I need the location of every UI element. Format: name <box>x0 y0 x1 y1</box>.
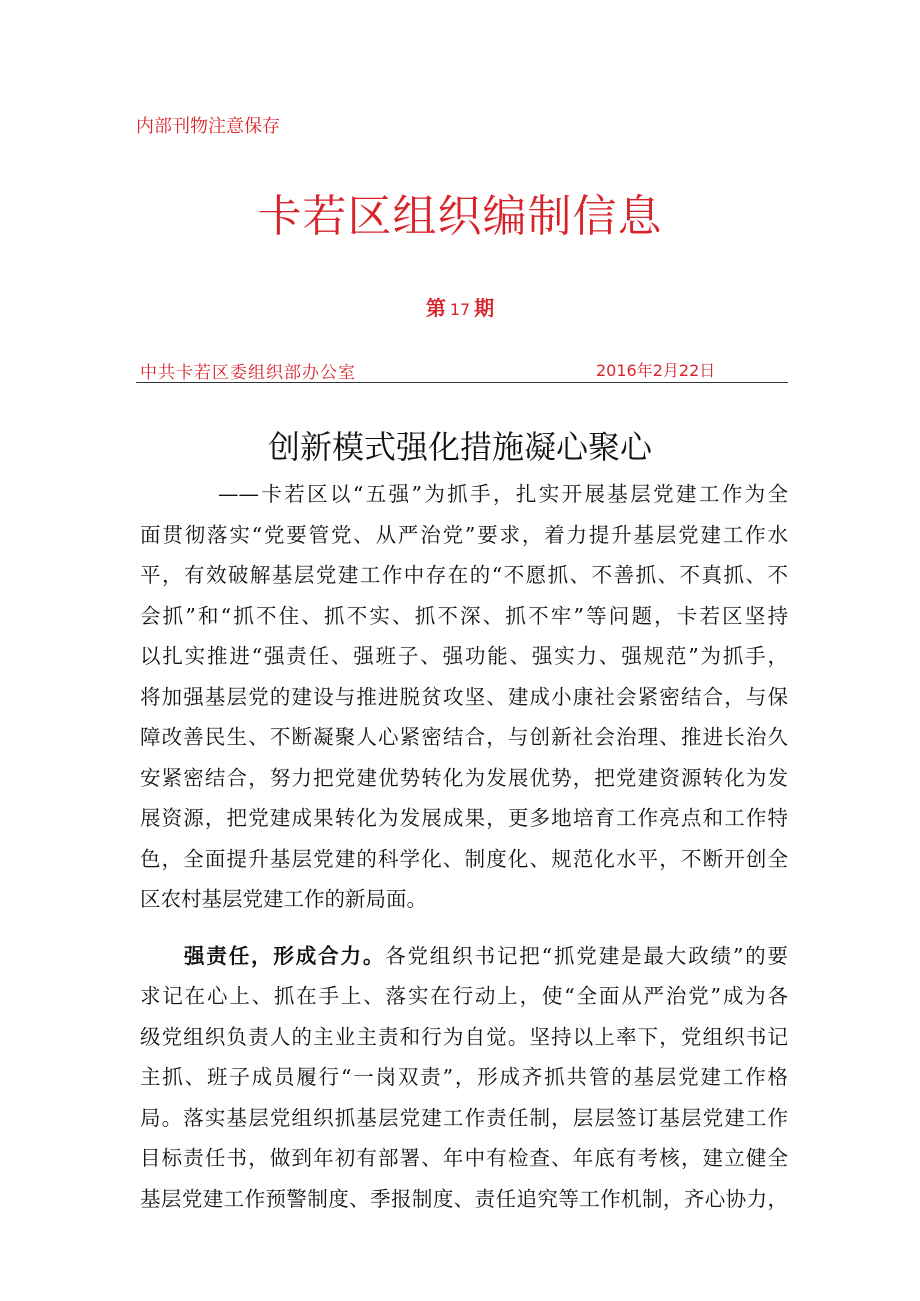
intro-line: 障改善民生、不断凝聚人心紧密结合，与创新社会治理、推进长治久 <box>140 725 788 749</box>
section1-line: 求记在心上、抓在手上、落实在行动上，使“全面从严治党”成为各 <box>140 984 788 1008</box>
section1-line: 目标责任书，做到年初有部署、年中有检查、年底有考核，建立健全 <box>140 1146 788 1170</box>
issue-suffix: 期 <box>474 296 495 320</box>
section1-heading: 强责任，形成合力。 <box>184 943 386 968</box>
intro-line: 平，有效破解基层党建工作中存在的“不愿抓、不善抓、不真抓、不 <box>140 563 788 587</box>
intro-line: 以扎实推进“强责任、强班子、强功能、强实力、强规范”为抓手， <box>140 644 788 668</box>
section1-line: 基层党建工作预警制度、季报制度、责任追究等工作机制，齐心协力， <box>140 1186 788 1211</box>
publisher-organization: 中共卡若区委组织部办公室 <box>140 363 356 383</box>
section1-line: 主抓、班子成员履行“一岗双责”，形成齐抓共管的基层党建工作格 <box>140 1065 788 1089</box>
article-body <box>140 474 788 1219</box>
publisher-date-row <box>136 358 788 383</box>
issue-number: 17 <box>449 300 471 319</box>
intro-line: 色，全面提升基层党建的科学化、制度化、规范化水平，不断开创全 <box>140 846 788 871</box>
section1-first-line <box>140 936 788 977</box>
section1-first-line-text: 各党组织书记把“抓党建是最大政绩”的要 <box>385 943 789 968</box>
issue-prefix: 第 <box>425 296 446 320</box>
intro-line: ——卡若区以“五强”为抓手，扎实开展基层党建工作为全 <box>218 482 788 506</box>
intro-line: 将加强基层党的建设与推进脱贫攻坚、建成小康社会紧密结合，与保 <box>140 684 788 709</box>
intro-line: 会抓”和“抓不住、抓不实、抓不深、抓不牢”等问题，卡若区坚持 <box>140 603 788 628</box>
section1-line: 级党组织负责人的主业主责和行为自觉。坚持以上率下，党组织书记 <box>140 1024 788 1049</box>
section1-line: 局。落实基层党组织抓基层党建工作责任制，层层签订基层党建工作 <box>140 1105 788 1130</box>
intro-line: 面贯彻落实“党要管党、从严治党”要求，着力提升基层党建工作水 <box>140 522 788 547</box>
publication-date: 2016年2月22日 <box>596 361 716 380</box>
paragraph-gap <box>140 920 788 936</box>
intro-line: 展资源，把党建成果转化为发展成果，更多地培育工作亮点和工作特 <box>140 806 788 830</box>
intro-line: 安紧密结合，努力把党建优势转化为发展优势，把党建资源转化为发 <box>140 765 788 790</box>
issue-number-label <box>0 292 920 321</box>
article-title: 创新模式强化措施凝心聚心 <box>267 428 652 466</box>
intro-line: 区农村基层党建工作的新局面。 <box>140 887 427 911</box>
internal-publication-notice: 内部刊物注意保存 <box>136 116 280 137</box>
publication-masthead: 卡若区组织编制信息 <box>257 191 663 242</box>
